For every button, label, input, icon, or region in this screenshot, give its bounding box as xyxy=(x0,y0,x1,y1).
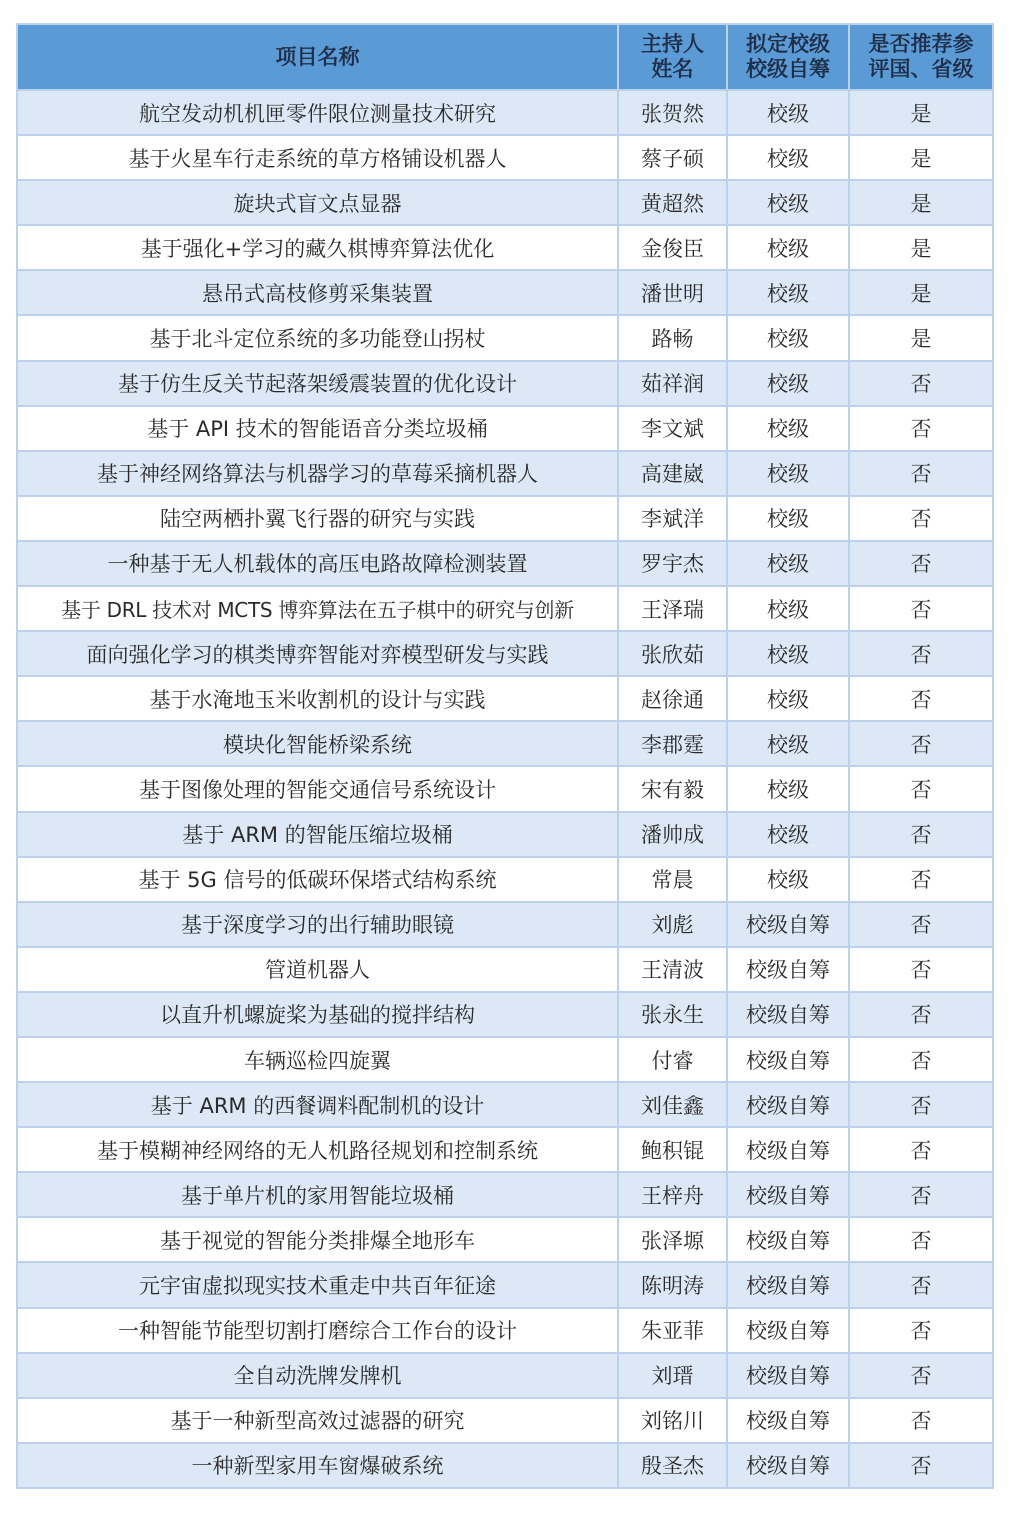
leader-cell: 潘帅成 xyxy=(618,812,727,857)
leader-cell: 刘瑨 xyxy=(618,1353,727,1398)
leader-cell: 张泽塬 xyxy=(618,1217,727,1262)
table-row xyxy=(17,586,993,631)
recommend-cell: 是 xyxy=(849,180,993,225)
level-cell: 校级 xyxy=(727,135,849,180)
table-row xyxy=(17,1217,993,1262)
recommend-cell: 否 xyxy=(849,721,993,766)
leader-cell: 宋有毅 xyxy=(618,766,727,811)
table-row xyxy=(17,631,993,676)
project-name-cell: 陆空两栖扑翼飞行器的研究与实践 xyxy=(17,496,618,541)
header-recommend-line1: 是否推荐参 xyxy=(868,32,974,56)
level-cell: 校级自筹 xyxy=(727,1262,849,1307)
leader-cell: 路畅 xyxy=(618,315,727,360)
recommend-cell: 是 xyxy=(849,90,993,135)
level-cell: 校级 xyxy=(727,541,849,586)
level-cell: 校级 xyxy=(727,225,849,270)
project-name-cell: 基于图像处理的智能交通信号系统设计 xyxy=(17,766,618,811)
level-cell: 校级自筹 xyxy=(727,947,849,992)
recommend-cell: 否 xyxy=(849,1037,993,1082)
project-name-cell: 基于 API 技术的智能语音分类垃圾桶 xyxy=(17,406,618,451)
table-row xyxy=(17,902,993,947)
project-name-cell: 一种智能节能型切割打磨综合工作台的设计 xyxy=(17,1308,618,1353)
project-name-cell: 一种新型家用车窗爆破系统 xyxy=(17,1443,618,1488)
recommend-cell: 否 xyxy=(849,541,993,586)
level-cell: 校级 xyxy=(727,406,849,451)
level-cell: 校级自筹 xyxy=(727,1398,849,1443)
project-name-cell: 基于单片机的家用智能垃圾桶 xyxy=(17,1172,618,1217)
leader-cell: 王泽瑞 xyxy=(618,586,727,631)
level-cell: 校级自筹 xyxy=(727,1172,849,1217)
table-row xyxy=(17,541,993,586)
header-recommend xyxy=(849,24,993,90)
recommend-cell: 否 xyxy=(849,1308,993,1353)
table-row xyxy=(17,496,993,541)
recommend-cell: 是 xyxy=(849,270,993,315)
leader-cell: 茹祥润 xyxy=(618,361,727,406)
leader-cell: 罗宇杰 xyxy=(618,541,727,586)
header-project-name-label: 项目名称 xyxy=(275,44,360,69)
leader-cell: 张永生 xyxy=(618,992,727,1037)
leader-cell: 刘铭川 xyxy=(618,1398,727,1443)
recommend-cell: 否 xyxy=(849,766,993,811)
project-name-cell: 基于 5G 信号的低碳环保塔式结构系统 xyxy=(17,857,618,902)
recommend-cell: 是 xyxy=(849,135,993,180)
table-row xyxy=(17,225,993,270)
table-row xyxy=(17,135,993,180)
leader-cell: 蔡子硕 xyxy=(618,135,727,180)
recommend-cell: 否 xyxy=(849,1398,993,1443)
level-cell: 校级自筹 xyxy=(727,992,849,1037)
table-row xyxy=(17,270,993,315)
header-level xyxy=(727,24,849,90)
table-row xyxy=(17,1443,993,1488)
table-row xyxy=(17,992,993,1037)
recommend-cell: 否 xyxy=(849,586,993,631)
table-row xyxy=(17,1308,993,1353)
leader-cell: 朱亚菲 xyxy=(618,1308,727,1353)
leader-cell: 李文斌 xyxy=(618,406,727,451)
leader-cell: 刘佳鑫 xyxy=(618,1082,727,1127)
level-cell: 校级自筹 xyxy=(727,1443,849,1488)
recommend-cell: 否 xyxy=(849,947,993,992)
header-leader-line1: 主持人 xyxy=(641,32,704,56)
table-row xyxy=(17,90,993,135)
project-name-cell: 基于仿生反关节起落架缓震装置的优化设计 xyxy=(17,361,618,406)
table-row xyxy=(17,180,993,225)
table-row xyxy=(17,406,993,451)
table-header xyxy=(17,24,993,90)
project-name-cell: 基于北斗定位系统的多功能登山拐杖 xyxy=(17,315,618,360)
project-name-cell: 面向强化学习的棋类博弈智能对弈模型研发与实践 xyxy=(17,631,618,676)
level-cell: 校级自筹 xyxy=(727,1353,849,1398)
leader-cell: 潘世明 xyxy=(618,270,727,315)
level-cell: 校级 xyxy=(727,766,849,811)
table-row xyxy=(17,361,993,406)
level-cell: 校级 xyxy=(727,721,849,766)
table-row xyxy=(17,676,993,721)
project-name-cell: 基于神经网络算法与机器学习的草莓采摘机器人 xyxy=(17,451,618,496)
project-name-cell: 基于 ARM 的西餐调料配制机的设计 xyxy=(17,1082,618,1127)
table-row xyxy=(17,947,993,992)
recommend-cell: 否 xyxy=(849,451,993,496)
level-cell: 校级自筹 xyxy=(727,902,849,947)
leader-cell: 殷圣杰 xyxy=(618,1443,727,1488)
header-level-line2: 校级自筹 xyxy=(746,57,830,81)
level-cell: 校级 xyxy=(727,812,849,857)
leader-cell: 黄超然 xyxy=(618,180,727,225)
header-leader-line2: 姓名 xyxy=(651,57,694,81)
table-row xyxy=(17,721,993,766)
leader-cell: 李斌洋 xyxy=(618,496,727,541)
header-recommend-line2: 评国、省级 xyxy=(868,57,974,81)
level-cell: 校级 xyxy=(727,361,849,406)
level-cell: 校级 xyxy=(727,315,849,360)
recommend-cell: 否 xyxy=(849,902,993,947)
leader-cell: 付睿 xyxy=(618,1037,727,1082)
project-name-cell: 悬吊式高枝修剪采集装置 xyxy=(17,270,618,315)
level-cell: 校级 xyxy=(727,90,849,135)
project-name-cell: 基于模糊神经网络的无人机路径规划和控制系统 xyxy=(17,1127,618,1172)
recommend-cell: 是 xyxy=(849,315,993,360)
project-name-cell: 基于火星车行走系统的草方格铺设机器人 xyxy=(17,135,618,180)
leader-cell: 陈明涛 xyxy=(618,1262,727,1307)
table-row xyxy=(17,451,993,496)
recommend-cell: 否 xyxy=(849,1082,993,1127)
recommend-cell: 否 xyxy=(849,812,993,857)
table-row xyxy=(17,1127,993,1172)
recommend-cell: 否 xyxy=(849,1172,993,1217)
table-row xyxy=(17,857,993,902)
level-cell: 校级自筹 xyxy=(727,1037,849,1082)
table-row xyxy=(17,1398,993,1443)
recommend-cell: 否 xyxy=(849,1217,993,1262)
recommend-cell: 否 xyxy=(849,1353,993,1398)
recommend-cell: 是 xyxy=(849,225,993,270)
project-name-cell: 基于 DRL 技术对 MCTS 博弈算法在五子棋中的研究与创新 xyxy=(17,586,618,631)
level-cell: 校级 xyxy=(727,180,849,225)
project-name-cell: 基于强化+学习的藏久棋博弈算法优化 xyxy=(17,225,618,270)
project-name-cell: 管道机器人 xyxy=(17,947,618,992)
leader-cell: 鲍积锟 xyxy=(618,1127,727,1172)
project-name-cell: 以直升机螺旋桨为基础的搅拌结构 xyxy=(17,992,618,1037)
project-name-cell: 模块化智能桥梁系统 xyxy=(17,721,618,766)
leader-cell: 张贺然 xyxy=(618,90,727,135)
project-table xyxy=(16,23,994,1489)
leader-cell: 赵徐通 xyxy=(618,676,727,721)
table-row xyxy=(17,1353,993,1398)
recommend-cell: 否 xyxy=(849,676,993,721)
level-cell: 校级自筹 xyxy=(727,1217,849,1262)
leader-cell: 王梓舟 xyxy=(618,1172,727,1217)
recommend-cell: 否 xyxy=(849,496,993,541)
level-cell: 校级 xyxy=(727,631,849,676)
project-name-cell: 基于视觉的智能分类排爆全地形车 xyxy=(17,1217,618,1262)
header-project-name xyxy=(17,24,618,90)
recommend-cell: 否 xyxy=(849,631,993,676)
project-name-cell: 全自动洗牌发牌机 xyxy=(17,1353,618,1398)
header-leader xyxy=(618,24,727,90)
table-row xyxy=(17,1082,993,1127)
project-name-cell: 基于 ARM 的智能压缩垃圾桶 xyxy=(17,812,618,857)
leader-cell: 张欣茹 xyxy=(618,631,727,676)
project-name-cell: 航空发动机机匣零件限位测量技术研究 xyxy=(17,90,618,135)
level-cell: 校级 xyxy=(727,586,849,631)
recommend-cell: 否 xyxy=(849,361,993,406)
leader-cell: 金俊臣 xyxy=(618,225,727,270)
level-cell: 校级自筹 xyxy=(727,1127,849,1172)
table-body xyxy=(17,90,993,1488)
leader-cell: 常晨 xyxy=(618,857,727,902)
leader-cell: 刘彪 xyxy=(618,902,727,947)
leader-cell: 李郡霆 xyxy=(618,721,727,766)
level-cell: 校级自筹 xyxy=(727,1082,849,1127)
table-row xyxy=(17,1172,993,1217)
header-level-line1: 拟定校级 xyxy=(746,32,830,56)
level-cell: 校级 xyxy=(727,676,849,721)
project-name-cell: 元宇宙虚拟现实技术重走中共百年征途 xyxy=(17,1262,618,1307)
level-cell: 校级 xyxy=(727,451,849,496)
level-cell: 校级 xyxy=(727,496,849,541)
project-name-cell: 旋块式盲文点显器 xyxy=(17,180,618,225)
header-row xyxy=(17,24,993,90)
table-row xyxy=(17,1262,993,1307)
project-name-cell: 一种基于无人机载体的高压电路故障检测装置 xyxy=(17,541,618,586)
recommend-cell: 否 xyxy=(849,1127,993,1172)
recommend-cell: 否 xyxy=(849,1443,993,1488)
recommend-cell: 否 xyxy=(849,992,993,1037)
leader-cell: 高建崴 xyxy=(618,451,727,496)
recommend-cell: 否 xyxy=(849,857,993,902)
leader-cell: 王清波 xyxy=(618,947,727,992)
project-name-cell: 基于深度学习的出行辅助眼镜 xyxy=(17,902,618,947)
level-cell: 校级自筹 xyxy=(727,1308,849,1353)
recommend-cell: 否 xyxy=(849,406,993,451)
table-row xyxy=(17,315,993,360)
table-row xyxy=(17,766,993,811)
table-row xyxy=(17,1037,993,1082)
level-cell: 校级 xyxy=(727,857,849,902)
project-name-cell: 基于水淹地玉米收割机的设计与实践 xyxy=(17,676,618,721)
project-name-cell: 车辆巡检四旋翼 xyxy=(17,1037,618,1082)
recommend-cell: 否 xyxy=(849,1262,993,1307)
table-row xyxy=(17,812,993,857)
project-name-cell: 基于一种新型高效过滤器的研究 xyxy=(17,1398,618,1443)
level-cell: 校级 xyxy=(727,270,849,315)
